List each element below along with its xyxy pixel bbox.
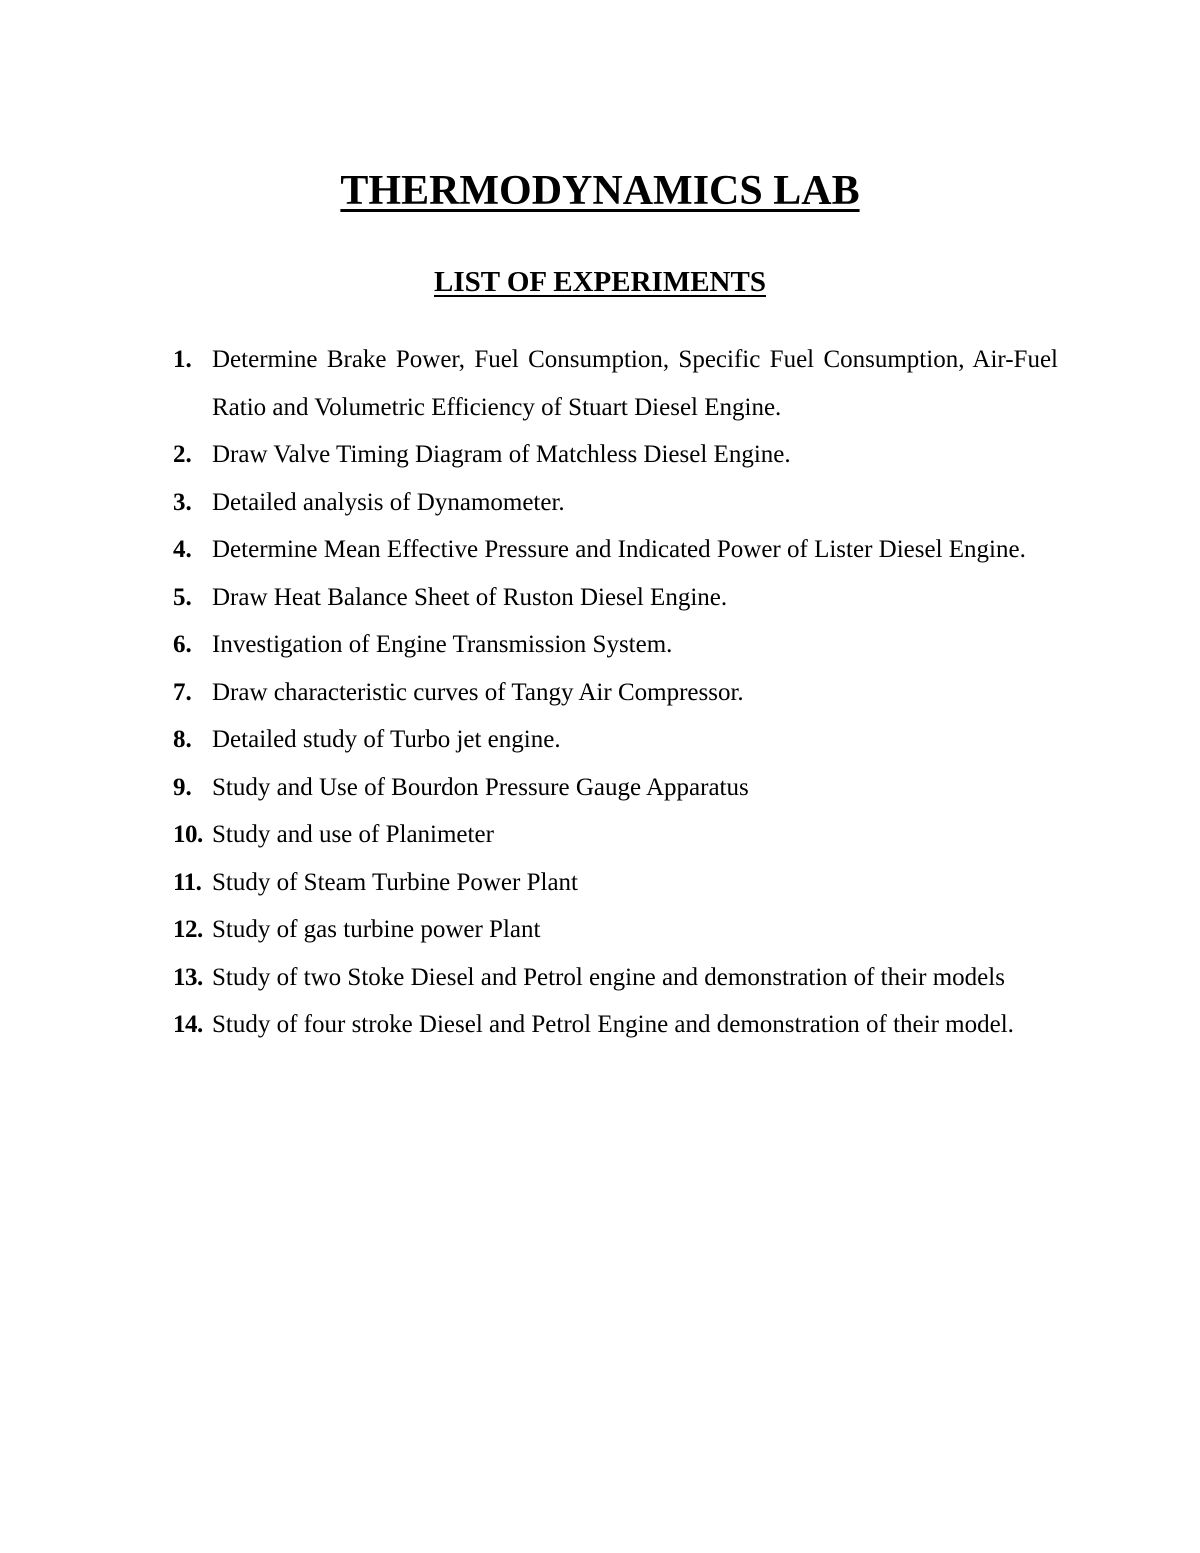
experiment-number: 1.: [173, 346, 192, 373]
experiment-text: Study of gas turbine power Plant: [212, 916, 541, 943]
experiment-text: Draw Heat Balance Sheet of Ruston Diesel Engine.: [212, 583, 728, 611]
experiment-item: [173, 574, 1058, 622]
experiment-text: Determine Mean Effective Pressure and Indicated Power of Lister Diesel Engine.: [212, 536, 1026, 563]
experiment-text: Detailed analysis of Dynamometer.: [212, 488, 565, 516]
experiment-text: Study of two Stoke Diesel and Petrol engine and demonstration of their models: [212, 963, 1005, 991]
experiment-number: 13.: [173, 963, 203, 991]
document-title: THERMODYNAMICS LAB: [340, 168, 860, 214]
experiment-text: Draw Valve Timing Diagram of Matchless Diesel Engine.: [212, 441, 791, 468]
experiment-number: 8.: [173, 726, 192, 753]
experiment-text: Study of four stroke Diesel and Petrol Engine and demonstration of their model.: [212, 1011, 1014, 1038]
experiment-item: [173, 479, 1058, 527]
experiment-text: Study and Use of Bourdon Pressure Gauge Apparatus: [212, 773, 749, 801]
experiment-item: [173, 336, 1058, 431]
experiment-number: 14.: [173, 1011, 203, 1038]
experiment-item: [173, 669, 1058, 717]
experiment-text: Study of Steam Turbine Power Plant: [212, 868, 578, 896]
experiment-item: [173, 954, 1058, 1002]
experiment-item: [173, 526, 1058, 574]
experiment-text: Detailed study of Turbo jet engine.: [212, 726, 561, 753]
experiment-number: 5.: [173, 583, 192, 611]
document-subtitle: LIST OF EXPERIMENTS: [434, 266, 766, 298]
experiment-item: [173, 811, 1058, 859]
experiment-number: 6.: [173, 631, 192, 658]
experiment-item: [173, 1001, 1058, 1049]
experiment-number: 4.: [173, 536, 192, 563]
experiment-number: 11.: [173, 868, 202, 896]
experiment-number: 9.: [173, 773, 192, 801]
experiment-number: 2.: [173, 441, 192, 468]
experiment-item: [173, 716, 1058, 764]
experiment-number: 10.: [173, 821, 203, 848]
experiment-item: [173, 764, 1058, 812]
experiment-text: Study and use of Planimeter: [212, 821, 494, 848]
experiment-number: 7.: [173, 678, 192, 706]
experiment-item: [173, 906, 1058, 954]
experiment-item: [173, 859, 1058, 907]
experiment-text: Determine Brake Power, Fuel Consumption, Specific Fuel Consumption, Air-Fuel Ratio and Volumetric Efficiency of Stuart Diesel Engine.: [212, 346, 1058, 421]
experiment-list: [173, 336, 1058, 1049]
experiment-text: Investigation of Engine Transmission System.: [212, 631, 673, 658]
experiment-number: 3.: [173, 488, 192, 516]
experiment-number: 12.: [173, 916, 203, 943]
experiment-item: [173, 621, 1058, 669]
experiment-item: [173, 431, 1058, 479]
experiment-text: Draw characteristic curves of Tangy Air Compressor.: [212, 678, 744, 706]
